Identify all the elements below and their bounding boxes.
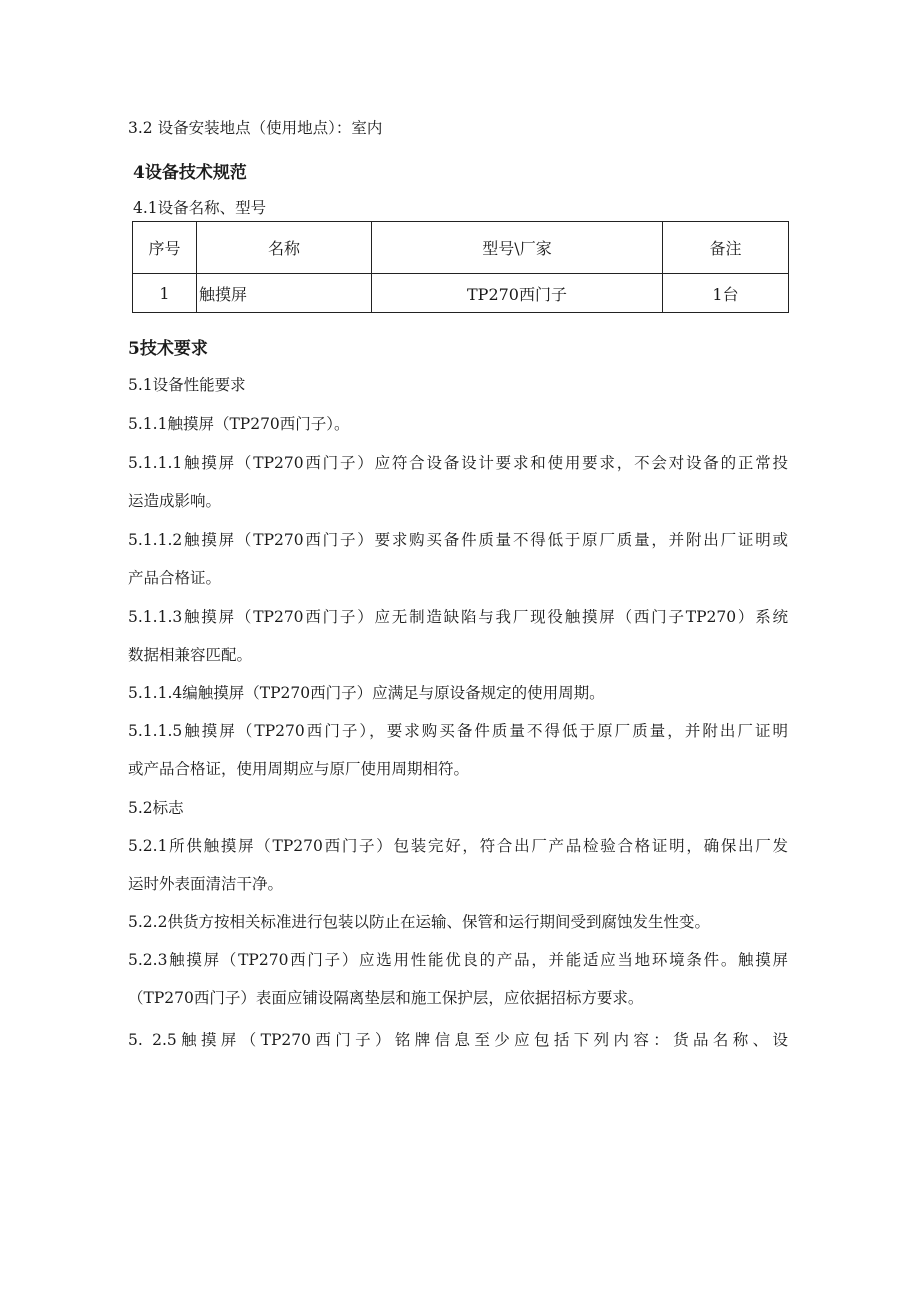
section-5-1-1-3-line2: 数据相兼容匹配。 [128, 646, 253, 664]
section-4-heading: 4设备技术规范 [133, 163, 247, 183]
table-header-cell: 名称 [197, 222, 372, 274]
section-5-2-3-line1: 5.2.3触摸屏（TP270西门子）应选用性能优良的产品，并能适应当地环境条件。触摸屏 [128, 951, 788, 969]
table-row [133, 274, 789, 313]
section-5-1: 5.1设备性能要求 [128, 376, 246, 394]
section-5-2-1-line1: 5.2.1所供触摸屏（TP270西门子）包装完好，符合出厂产品检验合格证明，确保出厂发 [128, 837, 788, 855]
table-header-row [133, 222, 789, 274]
table-cell: TP270西门子 [372, 274, 663, 313]
table-cell: 1 [133, 274, 197, 313]
table-header-cell: 备注 [663, 222, 789, 274]
section-5-2: 5.2标志 [128, 799, 184, 817]
section-5-1-1-3-line1: 5.1.1.3触摸屏（TP270西门子）应无制造缺陷与我厂现役触摸屏（西门子TP270）系统 [128, 608, 788, 626]
section-5-1-1-5-line1: 5.1.1.5触摸屏（TP270西门子），要求购买备件质量不得低于原厂质量，并附出厂证明 [128, 722, 788, 740]
section-5-1-1-2-line2: 产品合格证。 [128, 569, 222, 587]
table-cell: 触摸屏 [197, 274, 372, 313]
section-5-2-1-line2: 运时外表面清洁干净。 [128, 875, 284, 893]
section-5-2-3-line2: （TP270西门子）表面应铺设隔离垫层和施工保护层，应依据招标方要求。 [128, 989, 644, 1007]
section-5-heading: 5技术要求 [128, 339, 208, 359]
section-4-1: 4.1设备名称、型号 [133, 199, 267, 217]
section-5-2-5: 5. 2.5触摸屏（TP270西门子）铭牌信息至少应包括下列内容：货品名称、设 [128, 1031, 788, 1049]
table-header-cell: 型号\厂家 [372, 222, 663, 274]
section-5-2-2: 5.2.2供货方按相关标准进行包装以防止在运输、保管和运行期间受到腐蚀发生性变。 [128, 913, 710, 931]
section-5-1-1-1-line1: 5.1.1.1触摸屏（TP270西门子）应符合设备设计要求和使用要求，不会对设备的正常投 [128, 454, 788, 472]
section-5-1-1-2-line1: 5.1.1.2触摸屏（TP270西门子）要求购买备件质量不得低于原厂质量，并附出厂证明或 [128, 531, 788, 549]
section-5-1-1-4: 5.1.1.4编触摸屏（TP270西门子）应满足与原设备规定的使用周期。 [128, 684, 605, 702]
section-5-1-1: 5.1.1触摸屏（TP270西门子）。 [128, 415, 350, 433]
equipment-table [132, 221, 789, 313]
section-3-2: 3.2 设备安装地点（使用地点）：室内 [128, 119, 383, 137]
table-cell: 1台 [663, 274, 789, 313]
section-5-1-1-1-line2: 运造成影响。 [128, 492, 222, 510]
section-5-1-1-5-line2: 或产品合格证，使用周期应与原厂使用周期相符。 [128, 760, 470, 778]
table-header-cell: 序号 [133, 222, 197, 274]
